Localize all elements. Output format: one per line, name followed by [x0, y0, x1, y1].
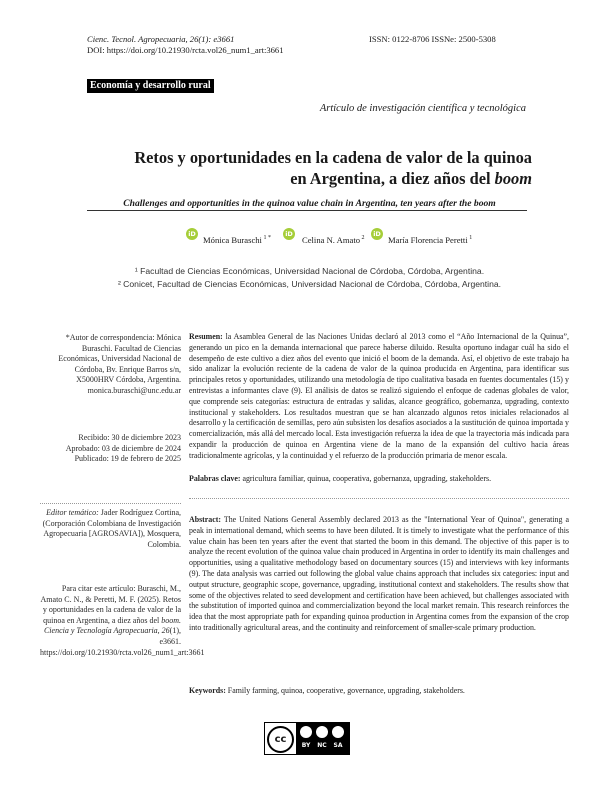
cc-license-badge[interactable]	[264, 722, 350, 755]
abstract-text: The United Nations General Assembly declared 2013 as the "International Year of Quinoa", generating a peak in international demand, which seems to have been diluted. It is timely to investigate what the performance of this value chain has been ten years after the event that started the boom in this demand. The objective of this paper is to analyze the recent evolution of the quinoa value chain produced in Argentina in order to identify its main challenges and opportunities, using a qualitative methodology based on documentary sources (15) and interviews with key informants (9). The data analysis was carried out following the global value chains approach that includes six categories: input and output structure, geographic scope, governance, upgrading, institutional context and stakeholders. The results show that some of the objectives related to seed development and certification have been achieved, but challenges associated with the substitution of imported quinoa and commercialization beyond the local market remain. This research reinforces the idea that the most appropriate path for expanding quinoa production in Argentina comes from the expansion of the crop into traditionally agricultural areas, and the continuity and reinforcement of smaller-scale primary production.	[189, 515, 570, 632]
citation-italic: boom. Ciencia y Tecnología Agropecuaria, 26	[43, 615, 181, 636]
english-title: Challenges and opportunities in the quinoa value chain in Argentina, ten years after the boom	[123, 198, 496, 209]
author-name: Celina N. Amato	[302, 235, 360, 245]
section-tag: Economía y desarrollo rural	[87, 79, 214, 93]
cc-icon: cc	[267, 726, 294, 753]
abstract-divider	[189, 498, 569, 499]
title-line-2-text: en Argentina, a diez años del	[290, 169, 495, 188]
resumen-label: Resumen:	[189, 332, 223, 341]
palabras-label: Palabras clave:	[189, 474, 241, 483]
palabras-text: agricultura familiar, quinua, cooperativa, gobernanza, upgrading, stakeholders.	[240, 474, 492, 483]
license-terms-bar	[296, 723, 349, 754]
noncommercial-icon	[316, 726, 328, 738]
orcid-icon[interactable]: iD	[371, 228, 383, 240]
attribution-icon	[300, 726, 312, 738]
author-sup: 1	[467, 235, 473, 242]
by-label: BY	[301, 742, 311, 749]
issn: ISSN: 0122-8706 ISSNe: 2500-5308	[369, 34, 496, 44]
journal-citation: Cienc. Tecnol. Agropecuaria, 26(1): e3661	[87, 34, 235, 44]
how-to-cite	[40, 584, 205, 658]
affiliation-2: ² Conicet, Facultad de Ciencias Económicas, Universidad Nacional de Córdoba, Córdoba, Argentina.	[117, 279, 502, 289]
author-sup: 1 *	[261, 235, 271, 242]
author-name: María Florencia Peretti	[388, 235, 468, 245]
editor-label: Editor temático:	[46, 508, 99, 517]
palabras-clave	[189, 474, 569, 485]
sidebar-divider	[40, 503, 181, 504]
author-3	[388, 235, 472, 245]
keywords	[189, 686, 569, 697]
affiliation-1: ¹ Facultad de Ciencias Económicas, Universidad Nacional de Córdoba, Córdoba, Argentina.	[134, 266, 485, 276]
editor-text: Jader Rodríguez Cortina, (Corporación Colombiana de Investigación Agropecuaria [AGROSAVIA]), Mosquera, Colombia.	[42, 508, 181, 549]
resumen	[189, 332, 569, 462]
abstract-label: Abstract:	[189, 515, 221, 524]
abstract	[189, 515, 569, 634]
citation-doi[interactable]: (1), e3661. https://doi.org/10.21930/rcta.vol26_num1_art:3661	[40, 626, 205, 657]
correspondence: *Autor de correspondencia: Mónica Buraschi. Facultad de Ciencias Económicas, Universidad Nacional de Córdoba, Bv. Enrique Barros s/n, X5000HRV Córdoba, Argentina. monica.buraschi@unc.edu.ar	[58, 333, 181, 395]
article-title	[87, 147, 532, 189]
orcid-icon[interactable]: iD	[283, 228, 295, 240]
author-1	[203, 235, 271, 245]
author-2	[302, 235, 365, 245]
citation-text: Para citar este artículo: Buraschi, M., Amato C. N., & Peretti, M. F. (2025). Retos y oportunidades en la cadena de valor de la quinoa en Argentina, a diez años del	[40, 584, 181, 625]
nc-label: NC	[317, 742, 327, 749]
resumen-text: la Asamblea General de las Naciones Unidas declaró al 2013 como el “Año Internacional de la Quinua”, generando un pico en la demanda internacional que parece haberse diluido. Resulta oportuno indagar cuál ha sido el desempeño de este cultivo a diez años del evento que inició el boom de la demanda. Así, el objetivo de este trabajo ha sido analizar la evolución reciente de la cadena de valor de la quinoa producida en Argentina, para identificar sus principales retos y oportunidades, utilizando una metodología de tipo cualitativa basada en fuentes documentales (15) y entrevistas a informantes clave (9). El análisis de datos se realizó siguiendo el enfoque de cadenas globales de valor, que comprende seis categorías: estructura de entradas y salidas, alcance geográfico, gobernanza, upgrading, contexto institucional y stakeholders. Los resultados muestran que se han alcanzado algunos retos iniciales relacionados al desarrollo y la certificación de semillas, pero aún subsisten los desafíos asociados a la sustitución de quinoa importada y comercialización, más allá del mercado local. Esta investigación refuerza la idea de que la trayectoria más indicada para expandir la producción de quinoa en Argentina viene de la mano de la expansión del cultivo hacia áreas tradicionalmente agrícolas, y la continuidad y el refuerzo de la producción primaria de menor escala.	[189, 332, 569, 460]
title-line-2	[87, 168, 532, 189]
author-name: Mónica Buraschi	[203, 235, 262, 245]
orcid-icon[interactable]: iD	[186, 228, 198, 240]
received-date: Recibido: 30 de diciembre 2023	[78, 433, 181, 442]
keywords-text: Family farming, quinoa, cooperative, governance, upgrading, stakeholders.	[225, 686, 465, 695]
sharealike-icon	[332, 726, 344, 738]
sa-label: SA	[333, 742, 343, 749]
doi-link[interactable]: DOI: https://doi.org/10.21930/rcta.vol26_num1_art:3661	[87, 45, 284, 55]
dates-block	[40, 433, 181, 465]
title-divider	[87, 210, 527, 211]
approved-date: Aprobado: 03 de diciembre de 2024	[65, 443, 181, 453]
thematic-editor	[40, 508, 181, 550]
keywords-label: Keywords:	[189, 686, 226, 695]
published-date: Publicado: 19 de febrero de 2025	[74, 454, 181, 464]
author-sup: 2	[360, 235, 365, 242]
title-line-1: Retos y oportunidades en la cadena de valor de la quinoa	[134, 148, 532, 167]
article-type: Artículo de investigación científica y tecnológica	[319, 103, 526, 114]
title-italic-word: boom	[494, 169, 532, 188]
